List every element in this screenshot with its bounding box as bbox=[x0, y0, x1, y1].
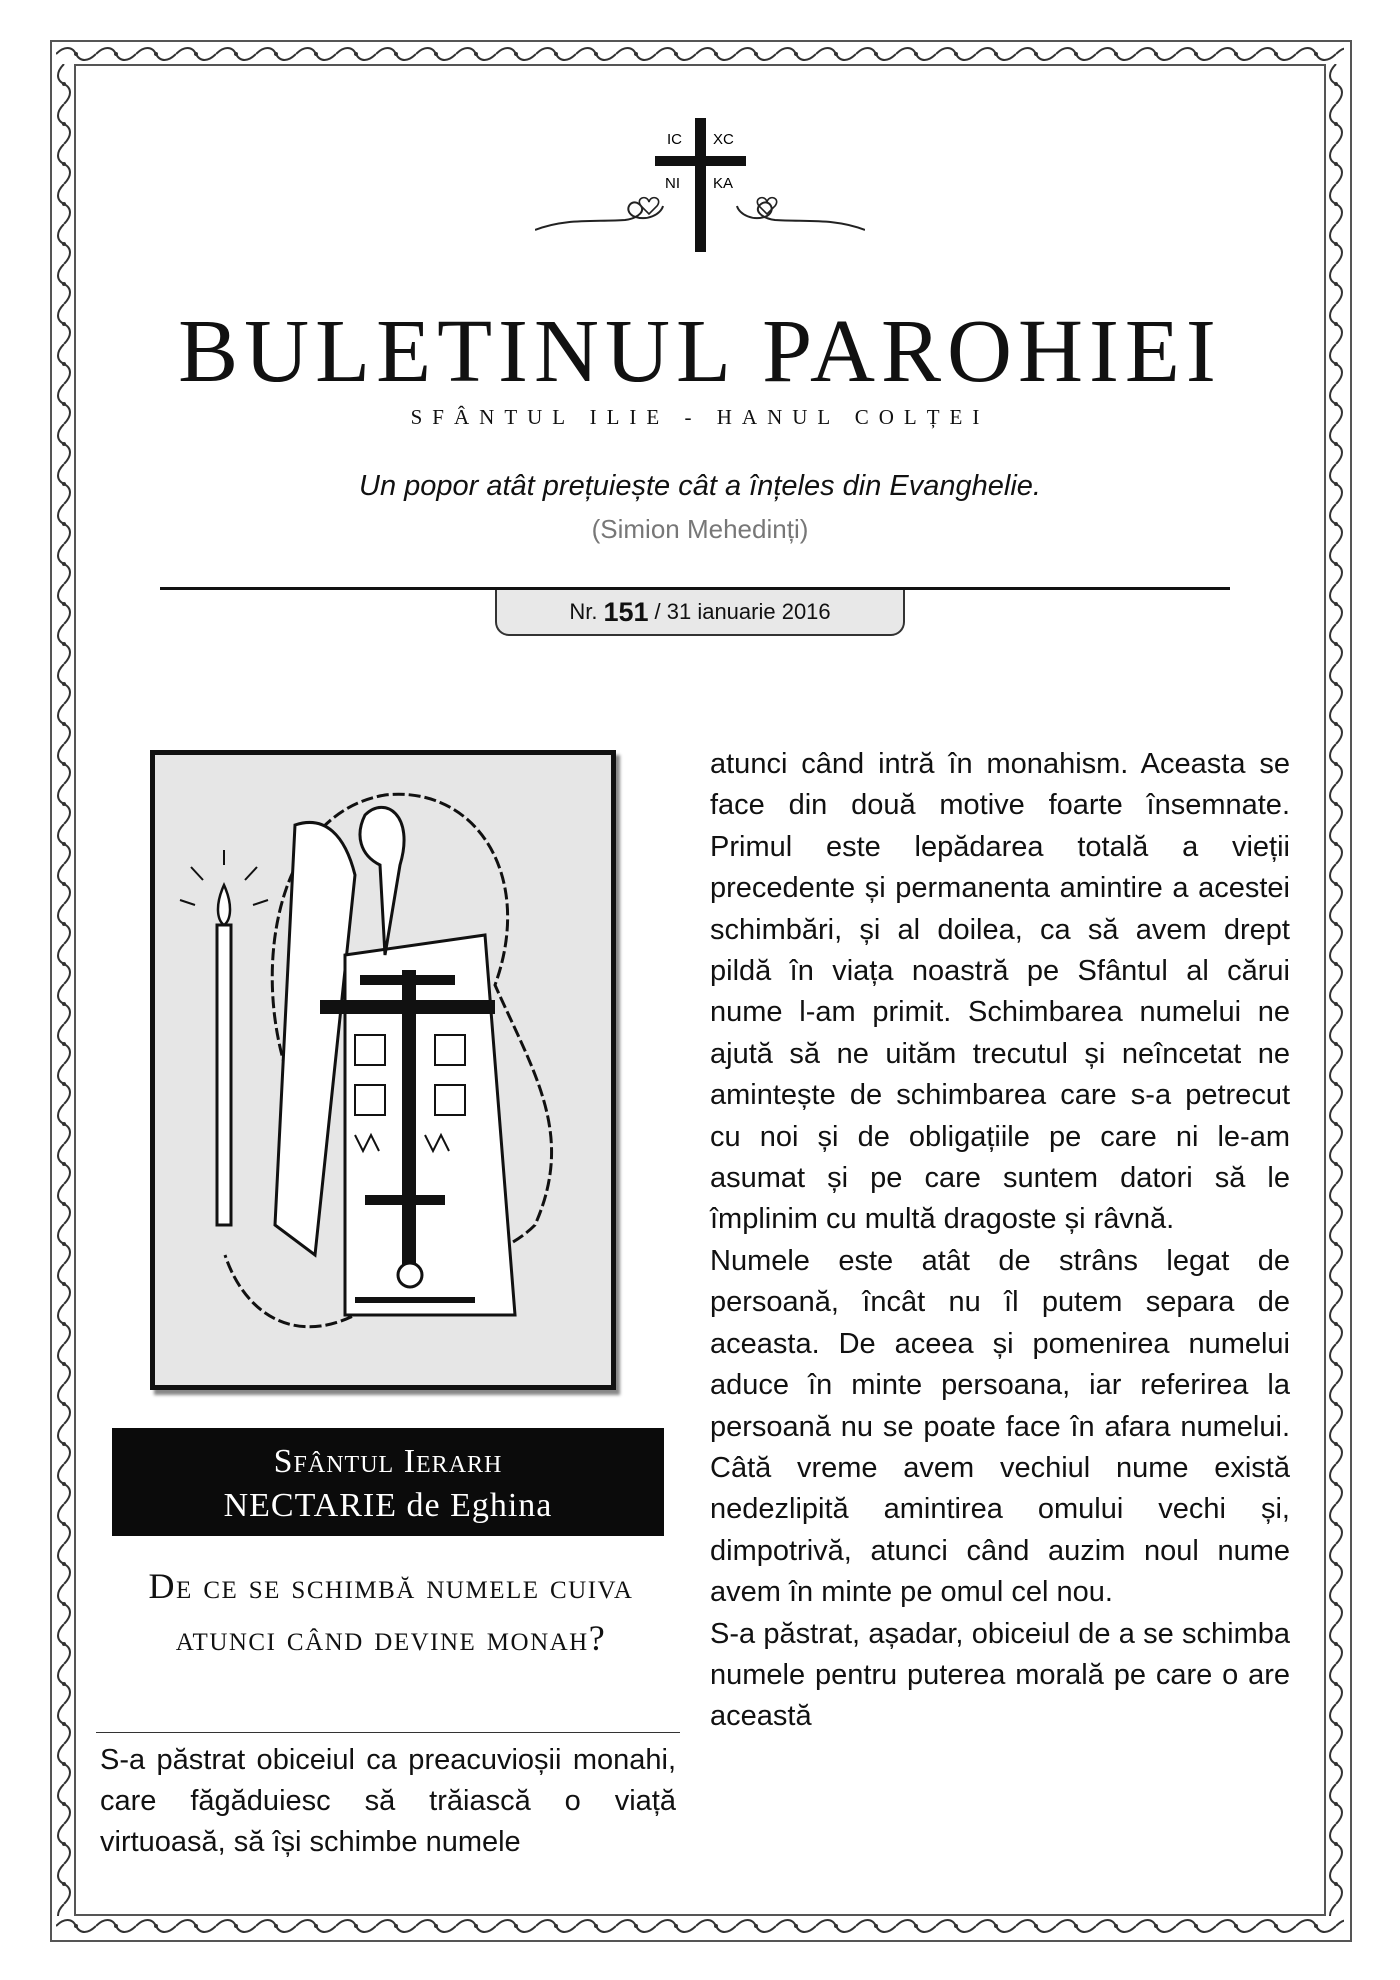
article-paragraph: S-a păstrat obiceiul ca preacuvioșii monahi, care făgăduiesc să trăiască o viață virtuoasă, să își schimbe numele bbox=[100, 1744, 676, 1858]
cross-emblem bbox=[535, 110, 865, 260]
masthead-subtitle: SFÂNTUL ILIE - HANUL COLȚEI bbox=[410, 405, 990, 429]
masthead-title: BULETINUL PAROHIEI bbox=[178, 302, 1222, 401]
article-paragraph: atunci când intră în monahism. Aceasta se face din două motive foarte însemnate. Primul este lepădarea totală a vieții precedente și permanenta amintire a acestei schimbări, și al doilea, ca să avem drept pildă în viața noastră pe Sfântul al cărui nume l-am primit. Schimbarea numelui ne ajută să ne uităm trecutul și neîncetat ne amintește de schimbarea care s-a petrecut cu noi și de obligațiile pe care ni le-am asumat și pe care suntem datori să le împlinim cu multă dragoste și râvnă. bbox=[710, 748, 1290, 1236]
article-column-left bbox=[100, 1740, 676, 1863]
title-divider bbox=[96, 1732, 680, 1733]
saint-caption-box bbox=[112, 1428, 664, 1536]
ornament-border-bottom bbox=[56, 1918, 1344, 1934]
saint-caption-line2: NECTARIE de Eghina bbox=[223, 1487, 553, 1524]
ornament-border-top bbox=[56, 46, 1344, 62]
motto-author: (Simion Mehedinți) bbox=[591, 514, 809, 544]
cross-text-ic: IC bbox=[667, 131, 682, 148]
cross-text-ka: KA bbox=[713, 175, 734, 192]
schema-illustration bbox=[150, 750, 616, 1390]
cross-text-xc: XC bbox=[713, 131, 734, 148]
cross-text-ni: NI bbox=[665, 175, 680, 192]
motto-quote: Un popor atât prețuiește cât a înțeles din Evanghelie. bbox=[359, 470, 1041, 502]
article-title: De ce se schimbă numele cuiva atunci când devine monah? bbox=[148, 1566, 634, 1658]
issue-date: / 31 ianuarie 2016 bbox=[654, 599, 831, 624]
issue-prefix: Nr. bbox=[569, 599, 598, 624]
issue-tab bbox=[495, 590, 905, 636]
issue-number: 151 bbox=[603, 596, 649, 627]
monastic-schema-drawing bbox=[155, 755, 611, 1385]
article-column-right bbox=[710, 744, 1290, 1738]
article-paragraph: Numele este atât de strâns legat de persoană, încât nu îl putem separa de aceasta. De aceea și pomenirea numelui aduce în minte persoana, iar referirea la persoană nu se poate face în afara numelui. Câtă vreme avem vechiul nume există nedezlipită amintirea omului vechi și, dimpotrivă, atunci când auzim noul nume avem în minte pe omul cel nou. bbox=[710, 1244, 1290, 1609]
saint-caption-line1: Sfântul Ierarh bbox=[273, 1443, 503, 1480]
article-paragraph: S-a păstrat, așadar, obiceiul de a se schimba numele pentru puterea morală pe care o are această bbox=[710, 1617, 1290, 1733]
